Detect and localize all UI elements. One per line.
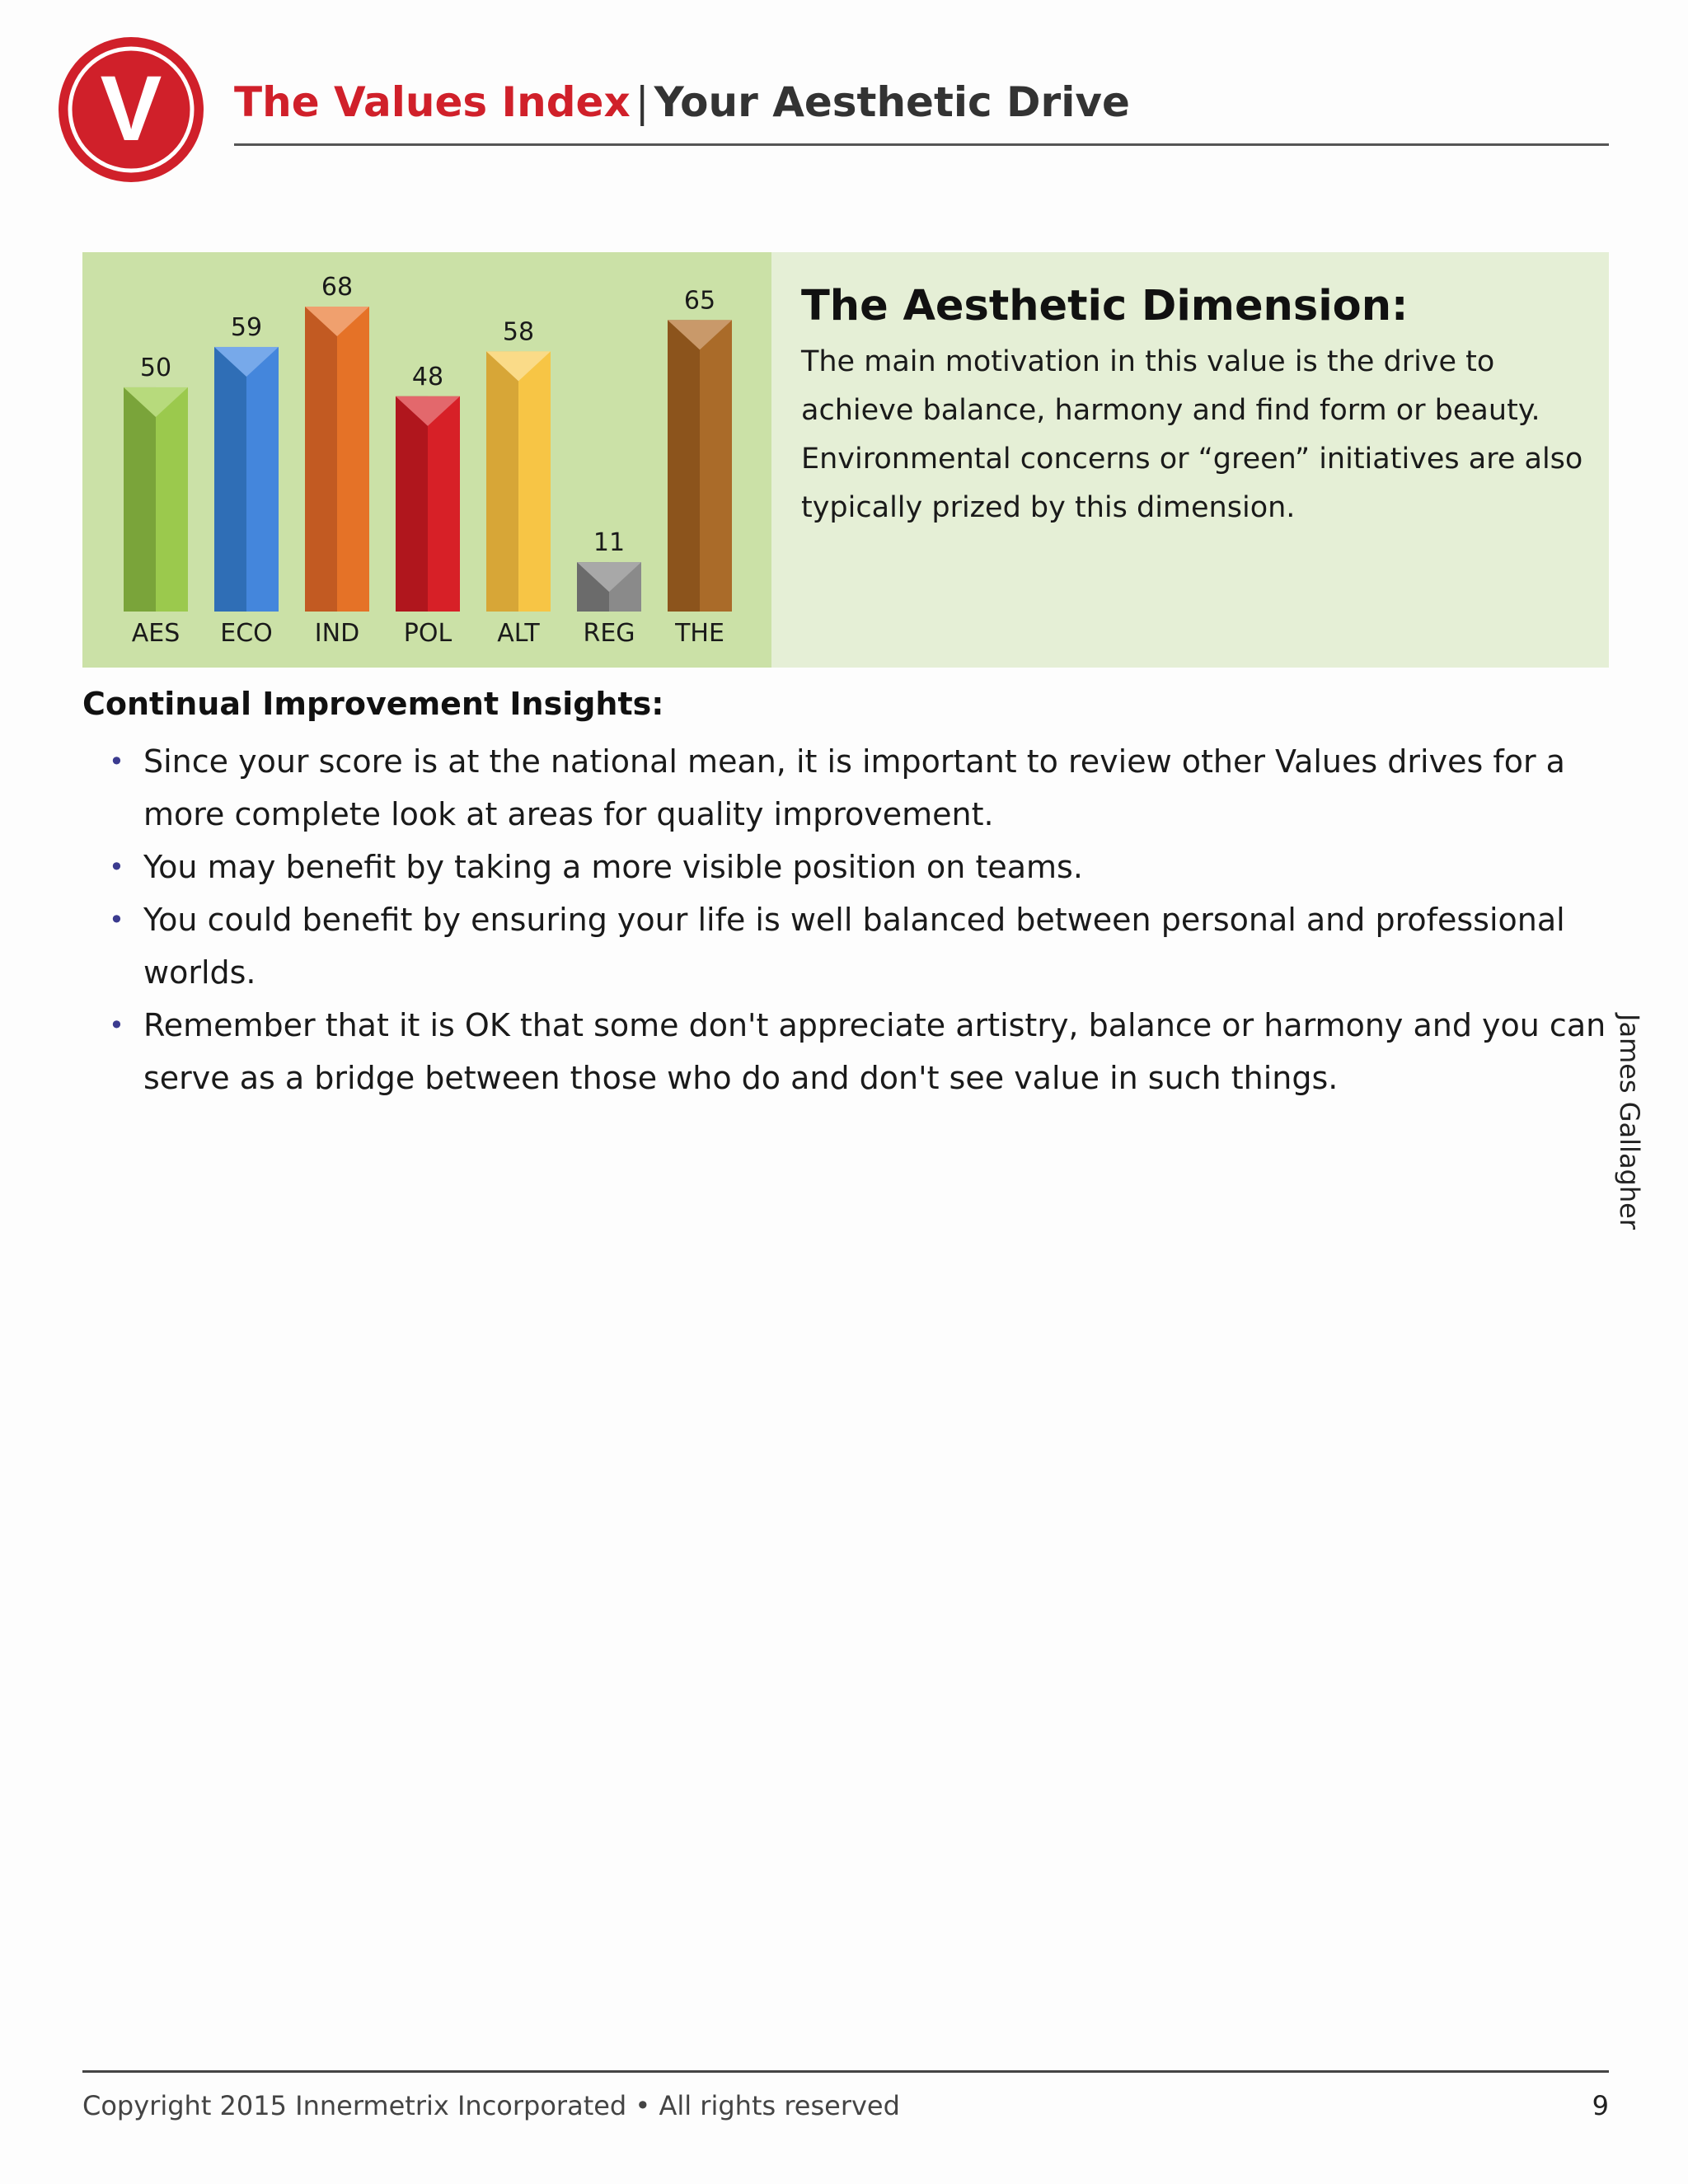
tick-label-the: THE [675, 619, 724, 648]
tick-label-alt: ALT [497, 619, 540, 648]
header-divider [234, 143, 1609, 146]
list-item [82, 841, 1609, 893]
tick-label-reg: REG [583, 619, 635, 648]
data-label-reg: 11 [593, 528, 626, 558]
data-label-aes: 50 [139, 353, 172, 382]
data-label-eco: 59 [230, 312, 263, 342]
bar-aes [124, 387, 188, 612]
bar-ind [305, 307, 369, 612]
data-label-alt: 58 [502, 317, 535, 347]
respondent-name: James Gallagher [1614, 1014, 1645, 1230]
tick-label-eco: ECO [220, 619, 273, 648]
insight-text: You could benefit by ensuring your life is well balanced between personal and professional worlds. [143, 902, 1565, 991]
title-separator: | [635, 78, 649, 126]
list-item [82, 735, 1609, 841]
data-label-the: 65 [683, 286, 716, 316]
tick-label-aes: AES [131, 619, 181, 648]
bar-alt [486, 351, 551, 612]
copyright-notice: Copyright 2015 Innermetrix Incorporated • All rights reserved [82, 2090, 900, 2121]
insights-list [82, 735, 1609, 1104]
tick-label-pol: POL [403, 619, 452, 648]
bullet-icon: • [109, 851, 124, 883]
page-number: 9 [1592, 2090, 1609, 2121]
svg-text:V: V [100, 57, 162, 160]
bullet-icon: • [109, 904, 124, 935]
list-item [82, 893, 1609, 999]
bar-eco [214, 347, 279, 612]
insights-heading: Continual Improvement Insights: [82, 686, 664, 722]
bar-the [668, 320, 732, 612]
data-label-ind: 68 [321, 273, 354, 302]
page-subtitle: Your Aesthetic Drive [654, 78, 1130, 126]
bar-reg [577, 562, 641, 612]
bullet-icon: • [109, 746, 124, 777]
footer-divider [82, 2070, 1609, 2073]
dimension-description-box [771, 252, 1609, 668]
list-item [82, 999, 1609, 1104]
values-bar-chart [82, 252, 771, 668]
insight-text: Remember that it is OK that some don't appreciate artistry, balance or harmony and you can serve as a bridge between those who do and don't see value in such things. [143, 1007, 1606, 1096]
bar-pol [396, 396, 460, 612]
dimension-description: The main motivation in this value is the drive to achieve balance, harmony and find form or beauty. Environmental concerns or “green” initiatives are also typically prized by this dimension. [801, 345, 1583, 524]
tick-label-ind: IND [314, 619, 360, 648]
page-header-title [234, 76, 1130, 129]
insight-text: You may benefit by taking a more visible position on teams. [143, 849, 1083, 885]
insight-text: Since your score is at the national mean, it is important to review other Values drives for a more complete look at areas for quality improvement. [143, 743, 1565, 832]
bullet-icon: • [109, 1010, 124, 1041]
scores-chart-box [82, 252, 771, 668]
dimension-title: The Aesthetic Dimension: [801, 282, 1409, 330]
data-label-pol: 48 [411, 362, 444, 391]
values-index-logo [56, 35, 206, 185]
brand-name: The Values Index [234, 78, 631, 126]
dimension-panel [82, 252, 1609, 668]
